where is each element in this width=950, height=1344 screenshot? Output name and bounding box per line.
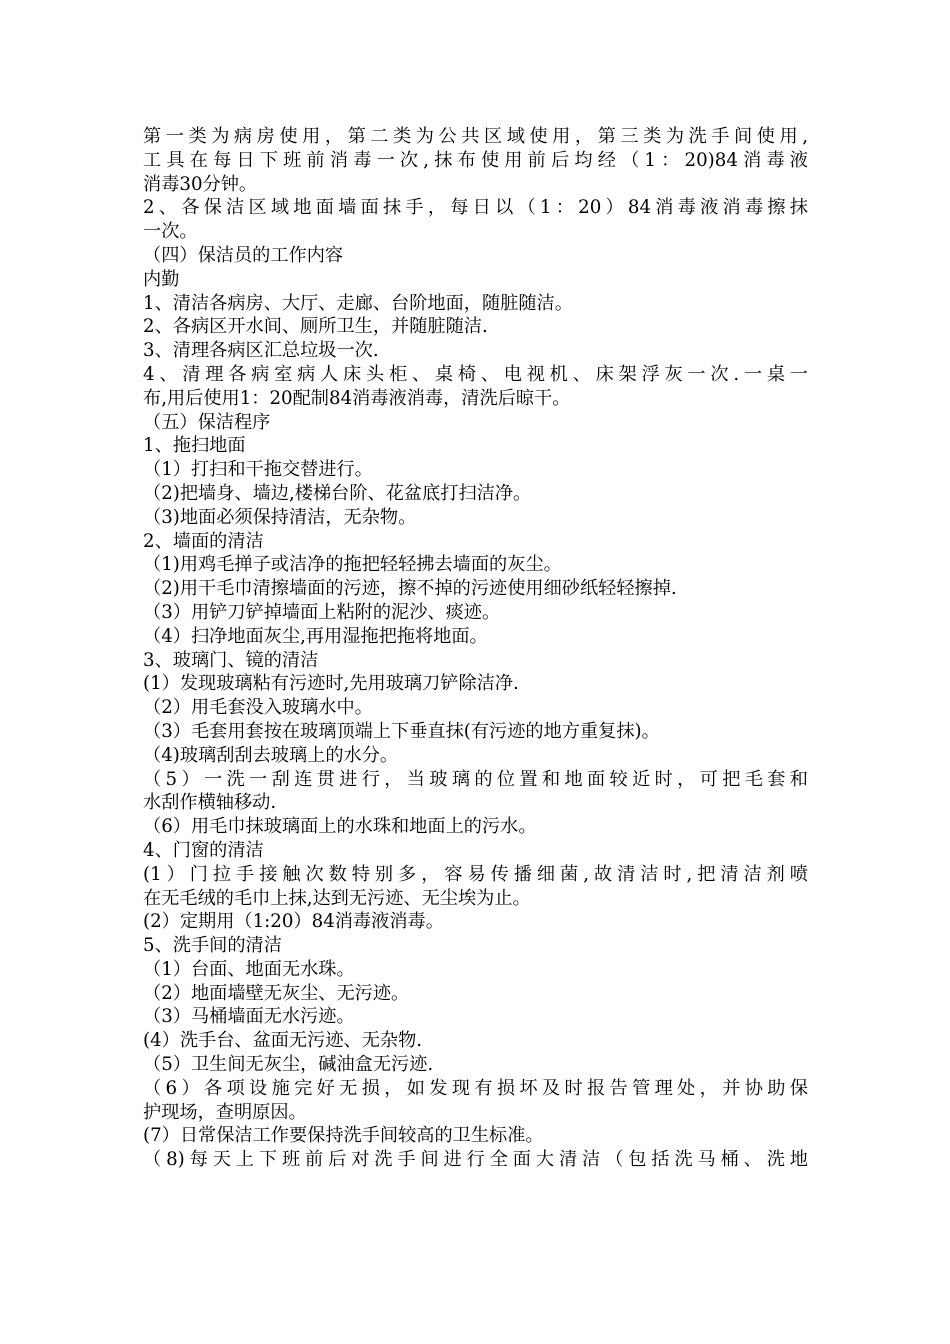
text-line: （4)玻璃刮刮去玻璃上的水分。 — [143, 744, 399, 766]
text-line: （2）用毛套没入玻璃水中。 — [143, 697, 373, 719]
text-line: （2）地面墙壁无灰尘、无污迹。 — [143, 982, 410, 1004]
text-line: （1）台面、地面无水珠。 — [143, 958, 355, 980]
subsection-heading: 内勤 — [143, 268, 180, 290]
text-line: 护现场，查明原因。 — [143, 1101, 307, 1123]
text-line: （3）毛套用套按在玻璃顶端上下垂直抹(有污迹的地方重复抹)。 — [143, 720, 660, 742]
text-line: 1、清洁各病房、大厅、走廊、台阶地面，随脏随洁。 — [143, 292, 573, 314]
section-heading: （五）保洁程序 — [143, 411, 271, 433]
text-line: (7）日常保洁工作要保持洗手间较高的卫生标准。 — [143, 1125, 544, 1147]
text-line: 第一类为病房使用，第二类为公共区域使用，第三类为洗手间使用, — [143, 126, 808, 147]
text-line: 布,用后使用1：20配制84消毒液消毒，清洗后晾干。 — [143, 387, 571, 409]
text-line: (2）定期用（1:20）84消毒液消毒。 — [143, 911, 444, 933]
section-heading: （四）保洁员的工作内容 — [143, 244, 344, 266]
document-body — [143, 125, 808, 1172]
text-line: （6）用毛巾抹玻璃面上的水珠和地面上的污水。 — [143, 816, 537, 838]
text-line: (1）发现玻璃粘有污迹时,先用玻璃刀铲除洁净. — [143, 673, 519, 695]
text-line: （2)把墙身、墙边,楼梯台阶、花盆底打扫洁净。 — [143, 482, 532, 504]
text-line: （2)用干毛巾清擦墙面的污迹，擦不掉的污迹使用细砂纸轻轻擦掉. — [143, 578, 677, 600]
subsection-heading: 1、拖扫地面 — [143, 435, 246, 457]
text-line: （4）扫净地面灰尘,再用湿拖把拖将地面。 — [143, 625, 488, 647]
text-line: 一次。 — [143, 221, 198, 243]
text-line: 水刮作横轴移动. — [143, 792, 277, 814]
text-line: 2、各病区开水间、厕所卫生，并随脏随洁. — [143, 316, 488, 338]
text-line: 2、各保洁区域地面墙面抹手，每日以（1：20）84消毒液消毒擦抹 — [143, 197, 808, 219]
text-line: （8)每天上下班前后对洗手间进行全面大清洁（包括洗马桶、洗地 — [143, 1149, 808, 1171]
subsection-heading: 3、玻璃门、镜的清洁 — [143, 649, 319, 671]
text-line: （1）打扫和干拖交替进行。 — [143, 459, 373, 481]
subsection-heading: 2、墙面的清洁 — [143, 530, 264, 552]
subsection-heading: 4、门窗的清洁 — [143, 839, 264, 861]
text-line: 在无毛绒的毛巾上抹,达到无污迹、无尘埃为止。 — [143, 887, 531, 909]
text-line: 消毒30分钟。 — [143, 173, 258, 195]
text-line: 工具在每日下班前消毒一次,抹布使用前后均经（1：20)84消毒液 — [143, 149, 808, 171]
text-line: （5）一洗一刮连贯进行，当玻璃的位置和地面较近时，可把毛套和 — [143, 768, 808, 790]
text-line: （5）卫生间无灰尘，碱油盒无污迹. — [143, 1054, 434, 1076]
text-line: （3)地面必须保持清洁，无杂物。 — [143, 506, 417, 528]
text-line: 4、清理各病室病人床头柜、桌椅、电视机、床架浮灰一次.一桌一 — [143, 363, 808, 385]
subsection-heading: 5、洗手间的清洁 — [143, 935, 282, 957]
text-line: (1）门拉手接触次数特别多，容易传播细菌,故清洁时,把清洁剂喷 — [143, 863, 808, 885]
text-line: （3）马桶墙面无水污迹。 — [143, 1006, 355, 1028]
text-line: （1)用鸡毛掸子或洁净的拖把轻轻拂去墙面的灰尘。 — [143, 554, 562, 576]
text-line: （3）用铲刀铲掉墙面上粘附的泥沙、痰迹。 — [143, 601, 501, 623]
text-line: 3、清理各病区汇总垃圾一次. — [143, 340, 379, 362]
text-line: （6）各项设施完好无损，如发现有损坏及时报告管理处，并协助保 — [143, 1077, 808, 1099]
text-line: (4）洗手台、盆面无污迹、无杂物. — [143, 1030, 423, 1052]
